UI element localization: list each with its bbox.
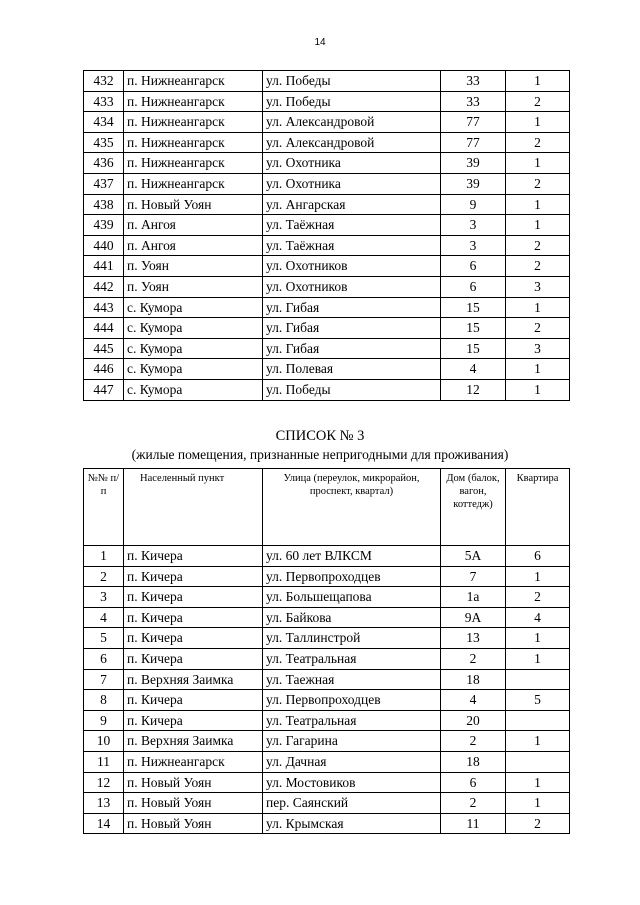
header-house: Дом (балок, вагон, коттедж): [441, 469, 506, 546]
street: ул. Охотников: [263, 256, 441, 277]
settlement: п. Уоян: [124, 256, 263, 277]
house-number: 7: [441, 566, 506, 587]
row-number: 7: [84, 669, 124, 690]
row-number: 438: [84, 194, 124, 215]
row-number: 436: [84, 153, 124, 174]
street: ул. Первопроходцев: [263, 690, 441, 711]
row-number: 439: [84, 215, 124, 236]
header-number: №№ п/п: [84, 469, 124, 546]
settlement: п. Нижнеангарск: [124, 112, 263, 133]
table-row: [84, 731, 570, 752]
row-number: 432: [84, 71, 124, 92]
row-number: 441: [84, 256, 124, 277]
street: ул. Гибая: [263, 318, 441, 339]
house-number: 77: [441, 112, 506, 133]
house-number: 15: [441, 338, 506, 359]
table-row: [84, 648, 570, 669]
row-number: 434: [84, 112, 124, 133]
house-number: 4: [441, 359, 506, 380]
table-row: [84, 359, 570, 380]
street: ул. Охотника: [263, 173, 441, 194]
row-number: 3: [84, 587, 124, 608]
row-number: 2: [84, 566, 124, 587]
apartment-number: 1: [506, 793, 570, 814]
table-row: [84, 546, 570, 567]
apartment-number: 1: [506, 112, 570, 133]
table-row: [84, 91, 570, 112]
row-number: 437: [84, 173, 124, 194]
row-number: 9: [84, 710, 124, 731]
house-number: 1а: [441, 587, 506, 608]
settlement: п. Верхняя Заимка: [124, 731, 263, 752]
apartment-number: 2: [506, 587, 570, 608]
house-number: 33: [441, 91, 506, 112]
street: ул. Мостовиков: [263, 772, 441, 793]
row-number: 447: [84, 379, 124, 400]
house-number: 2: [441, 648, 506, 669]
row-number: 1: [84, 546, 124, 567]
house-number: 39: [441, 153, 506, 174]
table-row: [84, 235, 570, 256]
street: ул. Большещапова: [263, 587, 441, 608]
house-number: 2: [441, 731, 506, 752]
settlement: п. Кичера: [124, 546, 263, 567]
house-number: 11: [441, 813, 506, 834]
table-row: [84, 173, 570, 194]
settlement: п. Нижнеангарск: [124, 153, 263, 174]
settlement: п. Кичера: [124, 628, 263, 649]
settlement: п. Верхняя Заимка: [124, 669, 263, 690]
table-row: [84, 297, 570, 318]
row-number: 10: [84, 731, 124, 752]
apartment-number: 2: [506, 173, 570, 194]
street: ул. Гибая: [263, 338, 441, 359]
street: ул. Александровой: [263, 112, 441, 133]
table-row: [84, 256, 570, 277]
apartment-number: 2: [506, 235, 570, 256]
settlement: п. Новый Уоян: [124, 793, 263, 814]
street: ул. Таллинстрой: [263, 628, 441, 649]
apartment-number: 1: [506, 566, 570, 587]
settlement: п. Нижнеангарск: [124, 132, 263, 153]
house-number: 6: [441, 276, 506, 297]
table-row: [84, 628, 570, 649]
row-number: 12: [84, 772, 124, 793]
street: ул. Таежная: [263, 669, 441, 690]
settlement: п. Кичера: [124, 690, 263, 711]
street: ул. Байкова: [263, 607, 441, 628]
row-number: 14: [84, 813, 124, 834]
apartment-number: 1: [506, 153, 570, 174]
table-row: [84, 751, 570, 772]
table-row: [84, 132, 570, 153]
street: ул. Победы: [263, 91, 441, 112]
settlement: п. Нижнеангарск: [124, 71, 263, 92]
table-row: [84, 379, 570, 400]
row-number: 4: [84, 607, 124, 628]
apartment-number: 3: [506, 338, 570, 359]
apartment-number: [506, 669, 570, 690]
settlement: п. Кичера: [124, 566, 263, 587]
row-number: 433: [84, 91, 124, 112]
table-row: [84, 318, 570, 339]
apartment-number: 2: [506, 91, 570, 112]
house-number: 18: [441, 669, 506, 690]
street: ул. Гагарина: [263, 731, 441, 752]
house-number: 77: [441, 132, 506, 153]
street: пер. Саянский: [263, 793, 441, 814]
row-number: 440: [84, 235, 124, 256]
settlement: п. Новый Уоян: [124, 772, 263, 793]
street: ул. Таёжная: [263, 215, 441, 236]
housing-table-continued-body: [84, 71, 570, 401]
table-row: [84, 338, 570, 359]
house-number: 33: [441, 71, 506, 92]
header-apartment: Квартира: [506, 469, 570, 546]
row-number: 446: [84, 359, 124, 380]
street: ул. Ангарская: [263, 194, 441, 215]
header-street: Улица (переулок, микрорайон, проспект, квартал): [263, 469, 441, 546]
table-row: [84, 566, 570, 587]
street: ул. Александровой: [263, 132, 441, 153]
list-subtitle: (жилые помещения, признанные непригодными для проживания): [131, 447, 509, 462]
house-number: 9А: [441, 607, 506, 628]
street: ул. Дачная: [263, 751, 441, 772]
street: ул. Охотников: [263, 276, 441, 297]
row-number: 8: [84, 690, 124, 711]
street: ул. Крымская: [263, 813, 441, 834]
row-number: 444: [84, 318, 124, 339]
settlement: п. Уоян: [124, 276, 263, 297]
street: ул. Охотника: [263, 153, 441, 174]
apartment-number: 1: [506, 648, 570, 669]
page-number: 14: [314, 37, 326, 48]
house-number: 18: [441, 751, 506, 772]
apartment-number: 2: [506, 318, 570, 339]
settlement: с. Кумора: [124, 338, 263, 359]
apartment-number: 1: [506, 359, 570, 380]
apartment-number: 1: [506, 731, 570, 752]
settlement: п. Ангоя: [124, 215, 263, 236]
row-number: 443: [84, 297, 124, 318]
apartment-number: 1: [506, 215, 570, 236]
house-number: 6: [441, 256, 506, 277]
house-number: 12: [441, 379, 506, 400]
list-title: СПИСОК № 3: [275, 428, 365, 444]
apartment-number: 1: [506, 71, 570, 92]
unfit-housing-table-body: [84, 546, 570, 834]
row-number: 6: [84, 648, 124, 669]
settlement: с. Кумора: [124, 318, 263, 339]
apartment-number: 2: [506, 132, 570, 153]
settlement: п. Кичера: [124, 710, 263, 731]
table-row: [84, 710, 570, 731]
settlement: с. Кумора: [124, 359, 263, 380]
street: ул. Театральная: [263, 710, 441, 731]
street: ул. Победы: [263, 379, 441, 400]
settlement: п. Ангоя: [124, 235, 263, 256]
house-number: 15: [441, 297, 506, 318]
row-number: 13: [84, 793, 124, 814]
apartment-number: 1: [506, 772, 570, 793]
table-row: [84, 607, 570, 628]
settlement: п. Нижнеангарск: [124, 91, 263, 112]
table-row: [84, 276, 570, 297]
house-number: 39: [441, 173, 506, 194]
row-number: 5: [84, 628, 124, 649]
row-number: 11: [84, 751, 124, 772]
apartment-number: 4: [506, 607, 570, 628]
settlement: п. Нижнеангарск: [124, 173, 263, 194]
house-number: 15: [441, 318, 506, 339]
housing-table-continued: [83, 70, 570, 401]
row-number: 445: [84, 338, 124, 359]
apartment-number: 6: [506, 546, 570, 567]
row-number: 435: [84, 132, 124, 153]
table-row: [84, 112, 570, 133]
table-row: [84, 793, 570, 814]
apartment-number: 1: [506, 379, 570, 400]
row-number: 442: [84, 276, 124, 297]
apartment-number: 2: [506, 813, 570, 834]
settlement: с. Кумора: [124, 379, 263, 400]
apartment-number: 1: [506, 297, 570, 318]
apartment-number: [506, 710, 570, 731]
table-row: [84, 194, 570, 215]
apartment-number: 1: [506, 194, 570, 215]
apartment-number: 5: [506, 690, 570, 711]
table-row: [84, 153, 570, 174]
settlement: п. Новый Уоян: [124, 194, 263, 215]
header-settlement: Населенный пункт: [124, 469, 263, 546]
table-row: [84, 690, 570, 711]
table-row: [84, 813, 570, 834]
street: ул. Гибая: [263, 297, 441, 318]
house-number: 6: [441, 772, 506, 793]
unfit-housing-table: [83, 468, 570, 834]
house-number: 4: [441, 690, 506, 711]
table-row: [84, 71, 570, 92]
settlement: п. Новый Уоян: [124, 813, 263, 834]
table-row: [84, 587, 570, 608]
house-number: 3: [441, 215, 506, 236]
street: ул. Победы: [263, 71, 441, 92]
street: ул. 60 лет ВЛКСМ: [263, 546, 441, 567]
table-row: [84, 772, 570, 793]
apartment-number: 2: [506, 256, 570, 277]
table-row: [84, 669, 570, 690]
settlement: п. Кичера: [124, 607, 263, 628]
apartment-number: [506, 751, 570, 772]
settlement: с. Кумора: [124, 297, 263, 318]
house-number: 9: [441, 194, 506, 215]
settlement: п. Кичера: [124, 648, 263, 669]
settlement: п. Нижнеангарск: [124, 751, 263, 772]
table-header-row: [84, 469, 570, 546]
house-number: 3: [441, 235, 506, 256]
street: ул. Полевая: [263, 359, 441, 380]
apartment-number: 1: [506, 628, 570, 649]
settlement: п. Кичера: [124, 587, 263, 608]
street: ул. Таёжная: [263, 235, 441, 256]
table-row: [84, 215, 570, 236]
house-number: 13: [441, 628, 506, 649]
house-number: 5А: [441, 546, 506, 567]
apartment-number: 3: [506, 276, 570, 297]
house-number: 20: [441, 710, 506, 731]
street: ул. Первопроходцев: [263, 566, 441, 587]
street: ул. Театральная: [263, 648, 441, 669]
house-number: 2: [441, 793, 506, 814]
